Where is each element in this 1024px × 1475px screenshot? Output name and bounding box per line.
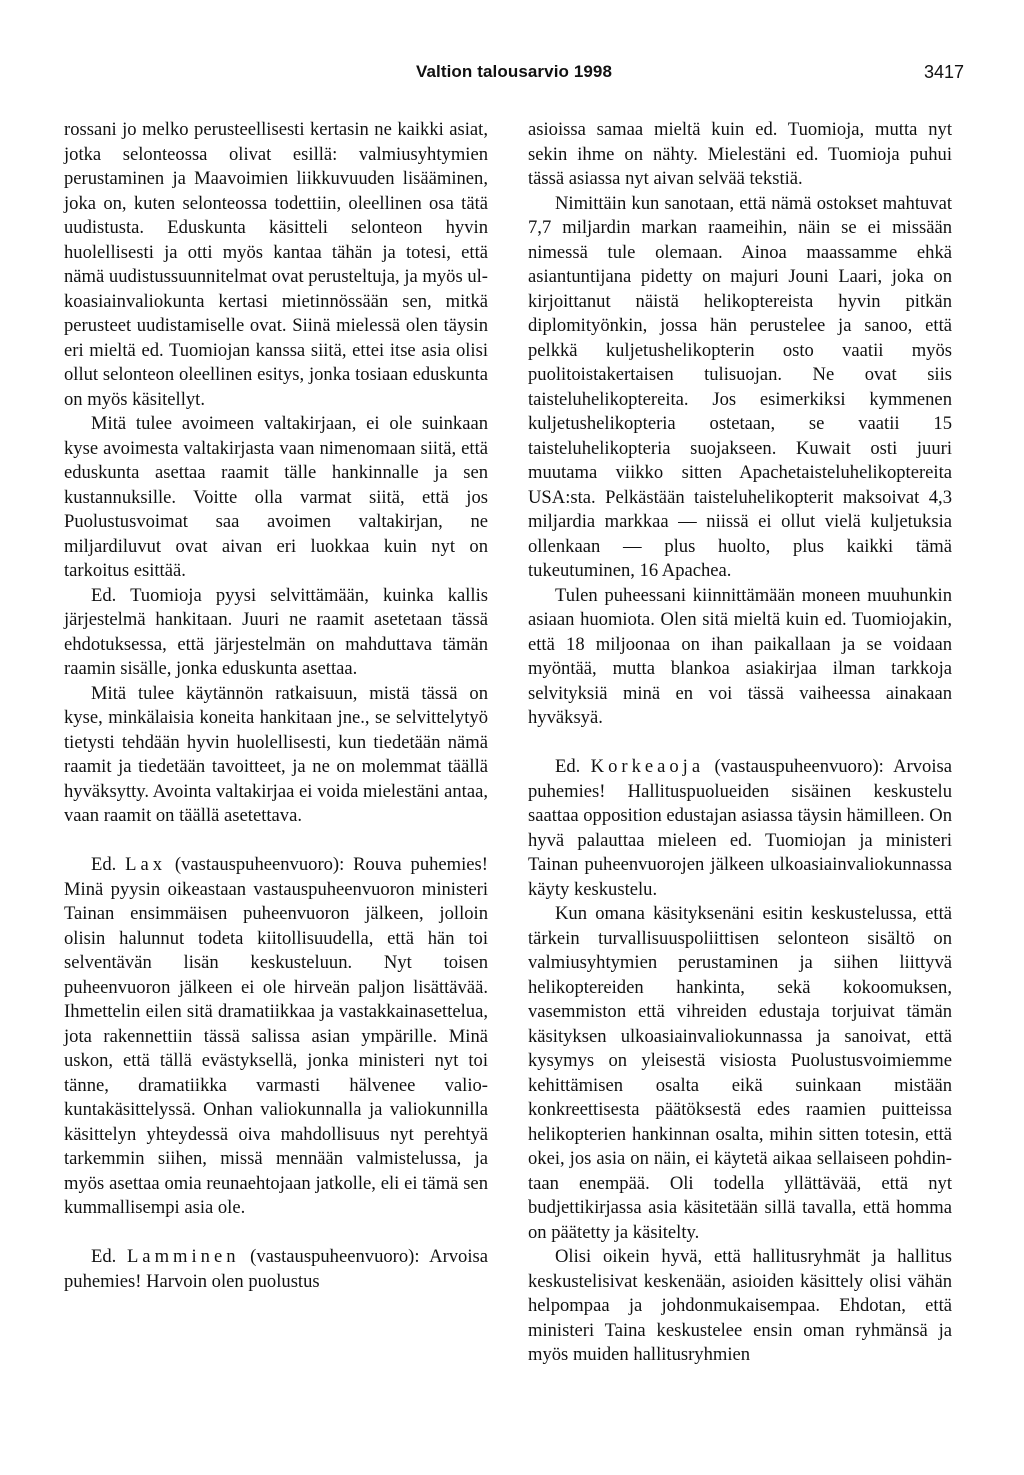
running-header — [64, 62, 964, 86]
paragraph: asioissa samaa mieltä kuin ed. Tuomioja, mutta nyt sekin ihme on nähty. Mielestäni ed. Tuomioja puhui tässä asiassa nyt aivan selvää tekstiä. — [528, 119, 952, 189]
paragraph: Ed. Tuomioja pyysi selvittämään, kuinka kallis järjestelmä hankitaan. Juuri ne raamit asetetaan tässä ehdotuksessa, että järjestelmän on mahduttava tämän raamin sisälle, jonka eduskunta asettaa. — [64, 584, 488, 679]
speech-text: (vastauspuheenvuoro): Arvoisa puhemies! Harvoin olen puolustus — [64, 1246, 489, 1292]
paragraph: Mitä tulee käytännön ratkaisuun, mistä tässä on kyse, minkälaisia koneita hankitaan jne., se selvittelytyö tietysti tehdään hyvin huolellisesti, kun tiedetään nämä raamit ja tiedetään tavoitteet, ja ne on molemmat täällä hyväksytty. Avointa valtakirjaa ei voida mielestäni antaa, vaan raamit on täällä asetettava. — [64, 682, 488, 826]
speech-lamminen — [64, 1245, 488, 1294]
speech-prefix: Ed. — [91, 1246, 127, 1267]
paragraph: Olisi oikein hyvä, että hallitusryhmät ja hallitus keskustelisivat keskenään, asioiden käsittely olisi vähän helpompaa ja johdonmukaisempaa. Ehdotan, että ministeri Taina keskustelee ensin oman ryhmänsä ja myös muiden hallitusryhmien — [528, 1246, 952, 1365]
speech-text: (vastauspuheenvuoro): Rouva puhemies! Minä pyysin oikeastaan vastauspuheenvuoron ministeri Tainan ensimmäisen puheenvuoron jälkeen, jolloin olisin halunnut todeta kiitollisuudella, että hän toi selventävän lisän keskusteluun. Nyt toisen puheenvuoron jälkeen ei ole hirveän paljon lisättävää. Ihmettelin eilen sitä dramatiikkaa ja vastakkainasettelua, jota rakennettiin tässä salissa asian ympärille. Minä uskon, että tällä evästyksellä, jonka ministeri nyt toi tänne, dramatiikka varmasti hälvenee valiokuntakäsittelyssä. Onhan valiokunnalla ja valiokunnilla käsittelyn yhteydessä oiva mahdollisuus nyt perehtyä tarkemmin siihen, missä mennään valmistelussa, ja myös asettaa omia reunaehtojaan jatkolle, eli ei tämä sen kummallisempi asia ole. — [64, 854, 488, 1218]
speech-korkeaoja — [528, 755, 952, 902]
left-text-column — [64, 118, 488, 1294]
speech-prefix: Ed. — [91, 854, 126, 875]
speech-prefix: Ed. — [555, 756, 591, 777]
paragraph: Mitä tulee avoimeen valtakirjaan, ei ole suinkaan kyse avoimesta valtakirjasta vaan nimenomaan siitä, että eduskunta asettaa raamit tälle hankinnalle ja sen kustannuksille. Voitte olla varmat siitä, että jos Puolustusvoimat saa avoimen valtakirjan, ne miljardiluvut ovat aivan eri luokkaa kuin nyt on tarkoitus esittää. — [64, 413, 488, 581]
speech-text: (vastauspuheenvuoro): Arvoisa puhemies! Hallituspuolueiden sisäinen keskustelu saattaa opposition edustajan asiassa täysin hämilleen. On hyvä palauttaa mieleen ed. Tuomiojan ja ministeri Tainan puheenvuorojen jälkeen ulkoasiainvaliokunnassa käyty keskustelu. — [528, 756, 952, 900]
paragraph: Kun omana käsityksenäni esitin keskustelussa, että tärkein turvallisuuspoliittisen selonteon sisältö on valmiusyhtymien perustaminen ja siihen liittyvä helikoptereiden hankinta, sekä kokoomuksen, vasemmiston että vihreiden edustaja torjuivat tämän käsityksen ulkoasiainvaliokunnassa ja sanoivat, että kysymys on yleisestä visiosta Puolustusvoimiemme kehittämisen osalta eikä suinkaan mistään konkreettisesta päätöksestä edes raamien puitteissa helikopterien hankinnan osalta, mihin sitten totesin, että okei, jos asia on näin, ei käytetä aikaa sellaiseen pohdintaan enempää. Oli todella yllättävää, että nyt budjettikirjassa asia käsitetään sillä tavalla, että homma on päätetty ja käsitelty. — [528, 903, 952, 1243]
publication-title: Valtion talousarvio 1998 — [415, 62, 613, 81]
speaker-name: Korkeaoja — [590, 756, 705, 777]
page-number: 3417 — [923, 62, 964, 82]
paragraph: Nimittäin kun sanotaan, että nämä ostokset mahtuvat 7,7 miljardin markan raameihin, näin se ei missään nimessä tule olemaan. Ainoa maassamme ehkä asiantuntijana pidetty on majuri Jouni Laari, joka on kirjoittanut näistä helikoptereista hyvin pitkän diplomityönkin, jossa hän perustelee ja sanoo, että pelkkä kuljetushelikopterin osto vaatii myös puolitoistakertaisen tulisuojan. Ne ovat siis taisteluhelikoptereita. Jos esimerkiksi kymmenen kuljetushelikopteria ostetaan, se vaatii 15 taisteluhelikopteria suojakseen. Kuwait osti juuri muutama viikko sitten Apachetaisteluhelikoptereita USA:sta. Pelkästään taisteluhelikopterit maksoivat 4,3 miljardia markkaa — niissä ei ollut vielä kuljetuksia ollenkaan — plus huolto, plus kaikki tämä tukeutuminen, 16 Apachea. — [528, 192, 952, 581]
paragraph: Tulen puheessani kiinnittämään moneen muuhunkin asiaan huomiota. Olen sitä mieltä kuin ed. Tuomiojakin, että 18 miljoonaa on ihan paikallaan ja se voidaan myöntää, mutta blankoa asiakirjaa ilman tarkkoja selvityksiä minä en voi tässä vaiheessa ainakaan hyväksyä. — [528, 584, 952, 728]
speaker-name: Lamminen — [126, 1246, 240, 1267]
paragraph: rossani jo melko perusteellisesti kertasin ne kaikki asiat, jotka selonteossa olivat esillä: valmiusyhtymien perustaminen ja Maavoimien liikkuvuuden lisääminen, joka on, kuten selonteossa todettiin, oleellinen osa tätä uudistusta. Eduskunta käsitteli selonteon hyvin huolellisesti ja otti myös kantaa tähän ja totesi, että nämä uudistussuunnitelmat ovat perusteltuja, ja myös ulkoasiainvaliokunta kertasi mietinnössään sen, mitkä perusteet uudistamiselle ovat. Siinä mielessä olen täysin eri mieltä ed. Tuomiojan kanssa siitä, ettei itse asia olisi ollut selonteon oleellinen esitys, jonka tosiaan eduskunta on myös käsitellyt. — [64, 119, 488, 410]
right-text-column — [528, 118, 952, 1368]
speech-lax — [64, 853, 488, 1221]
speaker-name: Lax — [125, 854, 167, 875]
